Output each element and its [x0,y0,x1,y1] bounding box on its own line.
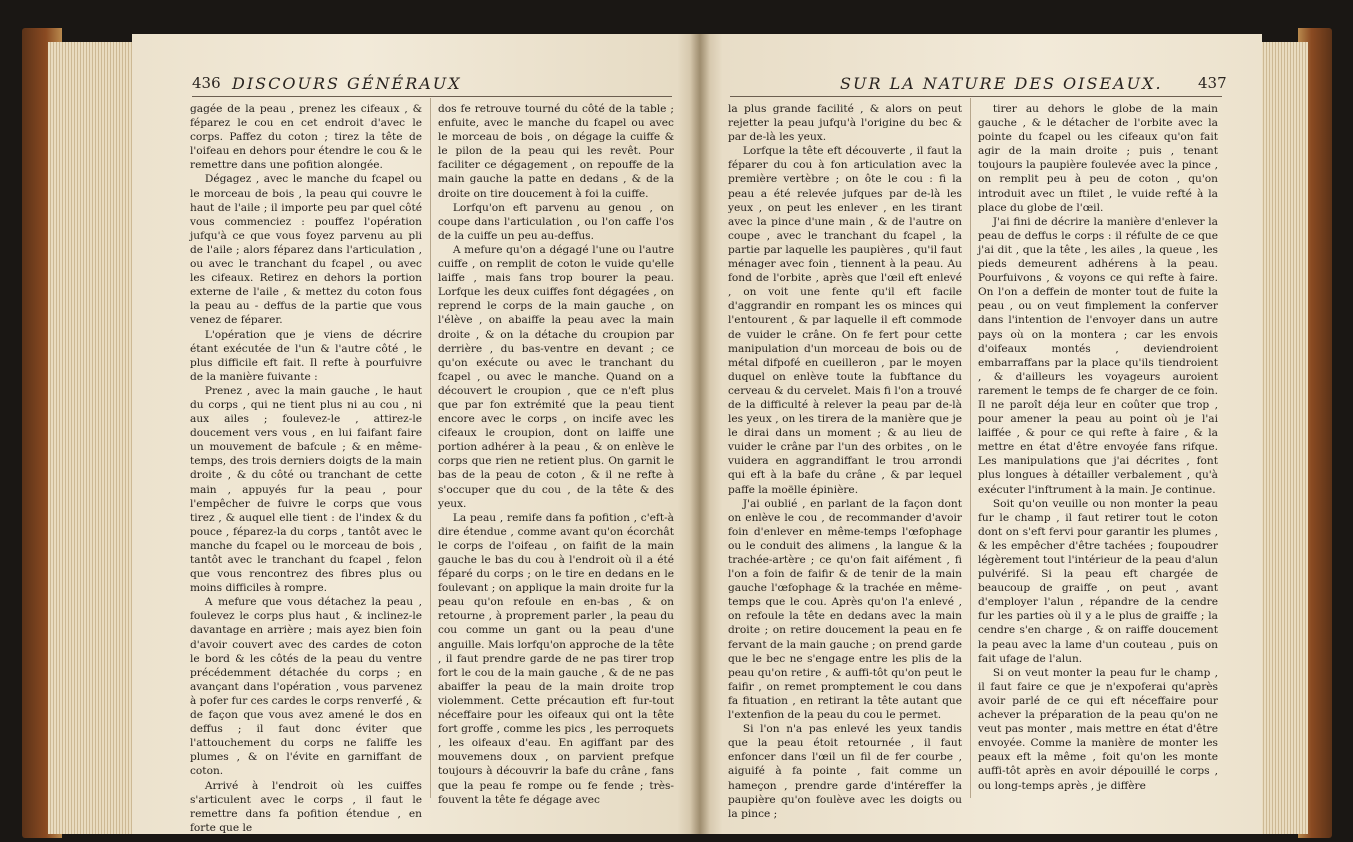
paragraph: la plus grande facilité , & alors on peut rejetter la peau jufqu'à l'origine du bec & par de-là les yeux. [728,103,962,144]
paragraph: Lorfqu'on eft parvenu au genou , on coupe dans l'articulation , ou l'on caffe l'os de la cuiffe un peu au-deffus. [438,201,674,242]
paragraph: dos fe retrouve tourné du côté de la table ; enfuite, avec le manche du fcapel ou avec le morceau de bois , on dégage la cuiffe & le pilon de la peau qui les revêt. Pour faciliter ce dégagement , on repouffe de la main gauche la patte en dedans , & de la droite on tire doucement à foi la cuiffe. [438,103,674,200]
paragraph: gagée de la peau , prenez les cifeaux , & féparez le cou en cet endroit d'avec le corps. Paffez du coton ; tirez la tête de l'oifeau en dehors pour étendre le cou & le remettre dans une pofition alongée. [190,103,422,172]
left-page [132,34,700,834]
header-rule [730,96,1222,97]
paragraph: Si on veut monter la peau fur le champ , il faut faire ce que je n'expoferai qu'après avoir parlé de ce qui eft néceffaire pour achever la préparation de la peau qu'on ne veut pas monter , mais mettre en état d'être envoyée. Comme la manière de monter les peaux eft la même , foit qu'on les monte auffi-tôt après en avoir dépouillé le corps , ou long-temps après , je diffère [978,666,1218,792]
right-page [700,34,1262,834]
paragraph: Arrivé à l'endroit où les cuiffes s'articulent avec le corps , il faut le remettre dans fa pofition étendue , en forte que le [190,779,422,834]
page-number: 437 [1198,74,1227,92]
paragraph: A mefure que vous détachez la peau , foulevez le corps plus haut , & inclinez-le davantage en arrière ; mais ayez bien foin d'avoir couvert avec des cardes de coton le bord & les côtés de la peau du ventre précédemment détachée du corps ; en avançant dans l'opération , vous parvenez à pofer fur ces cardes le corps renverfé , & de façon que vous avez amené le dos en deffus ; il faut donc éviter que l'attouchement du corps ne faliffe les plumes , & on l'évite en garniffant de coton. [190,596,422,778]
paragraph: J'ai oublié , en parlant de la façon dont on enlève le cou , de recommander d'avoir foin d'enlever en même-temps l'œfophage ou le conduit des alimens , la langue & la trachée-artère ; ce qu'on fait aifément , fi l'on a foin de faifir & de tenir de la main gauche l'œfophage & la trachée en même-temps que le cou. Après qu'on l'a enlevé , on refoule la tête en dedans avec la main droite ; on retire doucement la peau en fe fervant de la main gauche ; on prend garde que le bec ne s'engage entre les plis de la peau qu'on retire , & auffi-tôt qu'on peut le faifir , on remet promptement le cou dans fa fituation , en retirant la tête autant que l'extenfion de la peau du cou le permet. [728,497,962,722]
left-column-2 [438,102,674,807]
paragraph: Si l'on n'a pas enlevé les yeux tandis que la peau étoit retournée , il faut enfoncer dans l'œil un fil de fer courbe , aiguifé à fa pointe , fait comme un hameçon , prendre garde d'intéreffer la paupière qu'on foulève avec les doigts ou la pince ; [728,723,962,820]
paragraph: L'opération que je viens de décrire étant exécutée de l'un & l'autre côté , le plus difficile eft fait. Il refte à pourfuivre de la manière fuivante : [190,328,422,383]
paragraph: Soit qu'on veuille ou non monter la peau fur le champ , il faut retirer tout le coton dont on s'eft fervi pour garantir les plumes , & les empêcher d'être tachées ; foupoudrer légèrement tout l'intérieur de la peau d'alun pulvérifé. Si la peau eft chargée de beaucoup de graiffe , on peut , avant d'employer l'alun , répandre de la cendre fur les parties où il y a le plus de graiffe ; la cendre s'en charge , & on raiffe doucement la peau avec la lame d'un couteau , puis on fait ufage de l'alun. [978,497,1218,665]
running-head: SUR LA NATURE DES OISEAUX. [840,74,1163,93]
paragraph: J'ai fini de décrire la manière d'enlever la peau de deffus le corps : il réfulte de ce que j'ai dit , que la tête , les ailes , la queue , les pieds demeurent adhérens à la peau. Pourfuivons , & voyons ce qui refte à faire. On l'on a deffein de monter tout de fuite la peau , ou on veut fimplement la conferver dans l'intention de l'envoyer dans un autre pays où on la montera ; car les envois d'oifeaux montés , deviendroient embarraffans par la place qu'ils tiendroient , & d'ailleurs les voyageurs auroient rarement le temps de fe charger de ce foin. Il ne paroît déja leur en coûter que trop , pour amener la peau au point où je l'ai laiffée , & pour ce qui refte à faire , & la mettre en état d'être envoyée fans rifque. Les manipulations que j'ai décrites , font plus longues à détailler verbalement , qu'à exécuter l'inftrument à la main. Je continue. [978,215,1218,496]
right-column-1 [728,102,962,821]
paragraph: A mefure qu'on a dégagé l'une ou l'autre cuiffe , on remplit de coton le vuide qu'elle laiffe , mais fans trop bourer la peau. Lorfque les deux cuiffes font dégagées , on reprend le corps de la main gauche , on l'élève , on abaiffe la peau avec la main droite , & on la détache du croupion par derrière , du bas-ventre en devant ; ce qu'on exécute ou avec le tranchant du fcapel , ou avec le manche. Quand on a découvert le croupion , que ce n'eft plus que par fon extrémité que la peau tient encore avec le corps , on incife avec les cifeaux le croupion, dont on laiffe une portion adhérer à la peau , & on enlève le corps que rien ne retient plus. On garnit le bas de la peau de coton , & il ne refte à s'occuper que du cou , de la tête & des yeux. [438,243,674,510]
page-edges-left [48,42,138,834]
paragraph: Lorfque la tête eft découverte , il faut la féparer du cou à fon articulation avec la première vertèbre ; on ôte le cou : fi la peau a été relevée jufques par de-là les yeux , on peut les enlever , en les tirant avec la pince d'une main , & de l'autre on coupe , avec le tranchant du fcapel , la partie par laquelle les paupières , qu'il faut ménager avec foin , tiennent à la peau. Au fond de l'orbite , après que l'œil eft enlevé , on voit une fente qu'il eft facile d'aggrandir en rompant les os minces qui l'entourent , & par laquelle il eft commode de vuider le crâne. On fe fert pour cette manipulation d'un morceau de bois ou de métal difpofé en cueilleron , par le moyen duquel on enlève toute la fubftance du cerveau & du cervelet. Mais fi l'on a trouvé de la difficulté à relever la peau par de-là les yeux , on les tirera de la manière que je le dirai dans un moment ; & au lieu de vuider le crâne par l'un des orbites , on le vuidera en aggrandiffant le trou arrondi qui eft à la bafe du crâne , & par lequel paffe la moëlle épinière. [728,145,962,496]
column-divider [430,98,431,798]
left-column-1 [190,102,422,834]
open-book [22,28,1332,838]
header-rule [192,96,672,97]
book-gutter [690,34,710,834]
page-number: 436 [192,74,221,92]
right-column-2 [978,102,1218,793]
paragraph: Dégagez , avec le manche du fcapel ou le morceau de bois , la peau qui couvre le haut de l'aile ; il importe peu par quel côté vous commenciez : pouffez l'opération jufqu'à ce que vous foyez parvenu au pli de l'aile ; alors féparez dans l'articulation , ou avec le tranchant du fcapel , ou avec les cifeaux. Retirez en dehors la portion externe de l'aile , & mettez du coton fous la peau au - deffus de la partie que vous venez de féparer. [190,173,422,327]
paragraph: tirer au dehors le globe de la main gauche , & le détacher de l'orbite avec la pointe du fcapel ou les cifeaux qu'on fait agir de la main droite ; puis , tenant toujours la paupière foulevée avec la pince , on remplit peu à peu de coton , qu'on introduit avec un ftilet , le vuide refté à la place du globe de l'œil. [978,103,1218,214]
running-head: DISCOURS GÉNÉRAUX [232,74,462,93]
paragraph: Prenez , avec la main gauche , le haut du corps , qui ne tient plus ni au cou , ni aux ailes ; foulevez-le , attirez-le doucement vers vous , en lui faifant faire un mouvement de bafcule ; & en même-temps, des trois derniers doigts de la main droite , & du côté ou tranchant de cette main , appuyés fur la peau , pour l'empêcher de fuivre le corps que vous tirez , & auquel elle tient : de l'index & du pouce , féparez-la du corps , tantôt avec le manche du fcapel ou le morceau de bois , tantôt avec le tranchant du fcapel , felon que vous rencontrez des fibres plus ou moins difficiles à rompre. [190,384,422,595]
paragraph: La peau , remife dans fa pofition , c'eft-à dire étendue , comme avant qu'on écorchât le corps de l'oifeau , on faifit de la main gauche le bas du cou à l'endroit où il a été féparé du corps ; on le tire en dedans en le foulevant ; on applique la main droite fur la peau qu'on refoule en en-bas , & on retourne , à proprement parler , la peau du cou comme un gant ou la peau d'une anguille. Mais lorfqu'on approche de la tête , il faut prendre garde de ne pas tirer trop fort le cou de la main gauche , & de ne pas abaiffer la peau de la main droite trop violemment. Cette précaution eft fur-tout néceffaire pour les oifeaux qui ont la tête fort groffe , comme les pics , les perroquets , les oifeaux d'eau. En agiffant par des mouvemens doux , on parvient prefque toujours à découvrir la bafe du crâne , fans que la peau fe rompe ou fe fende ; très-fouvent la tête fe dégage avec [438,511,674,806]
column-divider [970,98,971,798]
